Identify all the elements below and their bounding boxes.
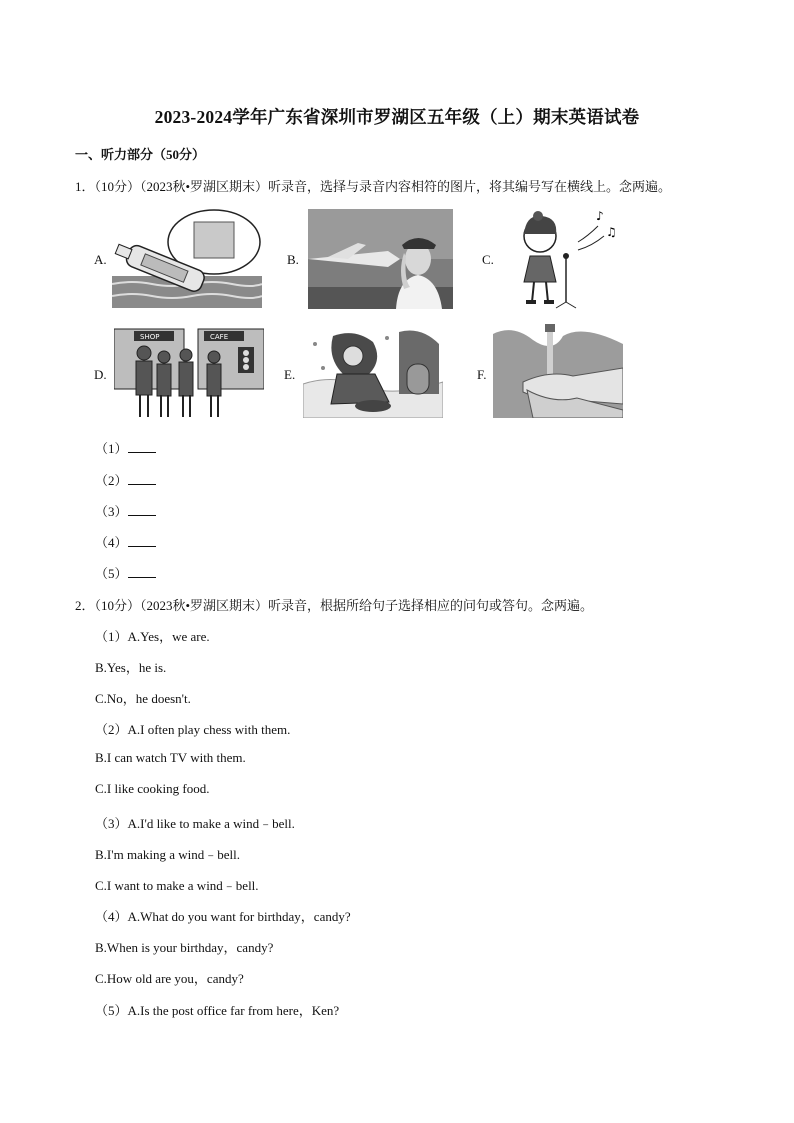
blank-number: （5） xyxy=(95,566,128,581)
picture-label-e: E. xyxy=(284,367,296,382)
section-heading-listening: 一、听力部分（50分） xyxy=(75,147,206,162)
picture-label-f: F. xyxy=(477,367,487,382)
q2-item-2-option-a xyxy=(95,719,290,738)
q2-item-4-option-c: C.How old are you，candy? xyxy=(95,971,244,986)
item-number: （4） xyxy=(95,909,128,924)
option-text: A.I'd like to make a wind﹣bell. xyxy=(127,816,295,831)
blank-row-4 xyxy=(95,532,156,551)
q2-item-5-option-a xyxy=(95,1000,339,1019)
blank-number: （2） xyxy=(95,473,128,488)
shop-sign: SHOP xyxy=(140,333,160,341)
answer-blank[interactable] xyxy=(128,441,156,453)
people-near-shop-cafe-icon xyxy=(114,325,264,419)
option-text: A.Yes，we are. xyxy=(127,629,210,644)
picture-label-b: B. xyxy=(287,252,299,267)
picture-label-a: A. xyxy=(94,252,107,267)
q2-item-3-option-a xyxy=(95,813,295,832)
option-text: A.I often play chess with them. xyxy=(127,722,291,737)
q2-item-3-option-b: B.I'm making a wind﹣bell. xyxy=(95,847,240,862)
question-1-text: 1．（10分）（2023秋•罗湖区期末）听录音，选择与录音内容相符的图片，将其编号写在横线上。念两遍。 xyxy=(75,179,672,194)
blank-number: （3） xyxy=(95,504,128,519)
blank-row-1 xyxy=(95,438,156,457)
blank-number: （4） xyxy=(95,535,128,550)
bottle-in-sea-icon xyxy=(112,206,262,308)
blank-number: （1） xyxy=(95,441,128,456)
option-text: A.What do you want for birthday，candy? xyxy=(127,909,351,924)
answer-blank[interactable] xyxy=(128,566,156,578)
q2-item-4-option-b: B.When is your birthday，candy? xyxy=(95,940,274,955)
item-number: （3） xyxy=(95,816,128,831)
item-number: （1） xyxy=(95,629,128,644)
q2-item-3-option-c: C.I want to make a wind﹣bell. xyxy=(95,878,259,893)
answer-blank[interactable] xyxy=(128,473,156,485)
cafe-sign: CAFE xyxy=(210,333,229,341)
answer-blank[interactable] xyxy=(128,535,156,547)
question-2-text: 2．（10分）（2023秋•罗湖区期末）听录音，根据所给句子选择相应的问句或答句。念两遍。 xyxy=(75,598,594,613)
pilot-with-airplane-icon xyxy=(308,209,453,309)
svg-text:♫: ♫ xyxy=(606,225,617,239)
blank-row-5 xyxy=(95,563,156,582)
option-text: A.Is the post office far from here，Ken? xyxy=(127,1003,340,1018)
washing-hands-icon xyxy=(493,324,623,418)
answer-blank[interactable] xyxy=(128,504,156,516)
item-number: （5） xyxy=(95,1003,128,1018)
q2-item-2-option-b: B.I can watch TV with them. xyxy=(95,750,246,765)
q2-item-1-option-c: C.No，he doesn't. xyxy=(95,691,191,706)
picture-label-c: C. xyxy=(482,252,494,267)
blank-row-3 xyxy=(95,501,156,520)
girl-kneeling-icon xyxy=(303,324,443,418)
girl-singing-icon xyxy=(508,206,620,310)
item-number: （2） xyxy=(95,722,128,737)
q2-item-1-option-b: B.Yes，he is. xyxy=(95,660,167,675)
page-title: 2023-2024学年广东省深圳市罗湖区五年级（上）期末英语试卷 xyxy=(154,107,640,127)
q2-item-1-option-a xyxy=(95,626,210,645)
q2-item-4-option-a xyxy=(95,906,351,925)
blank-row-2 xyxy=(95,470,156,489)
svg-text:♪: ♪ xyxy=(596,209,604,223)
picture-label-d: D. xyxy=(94,367,107,382)
q2-item-2-option-c: C.I like cooking food. xyxy=(95,781,210,796)
